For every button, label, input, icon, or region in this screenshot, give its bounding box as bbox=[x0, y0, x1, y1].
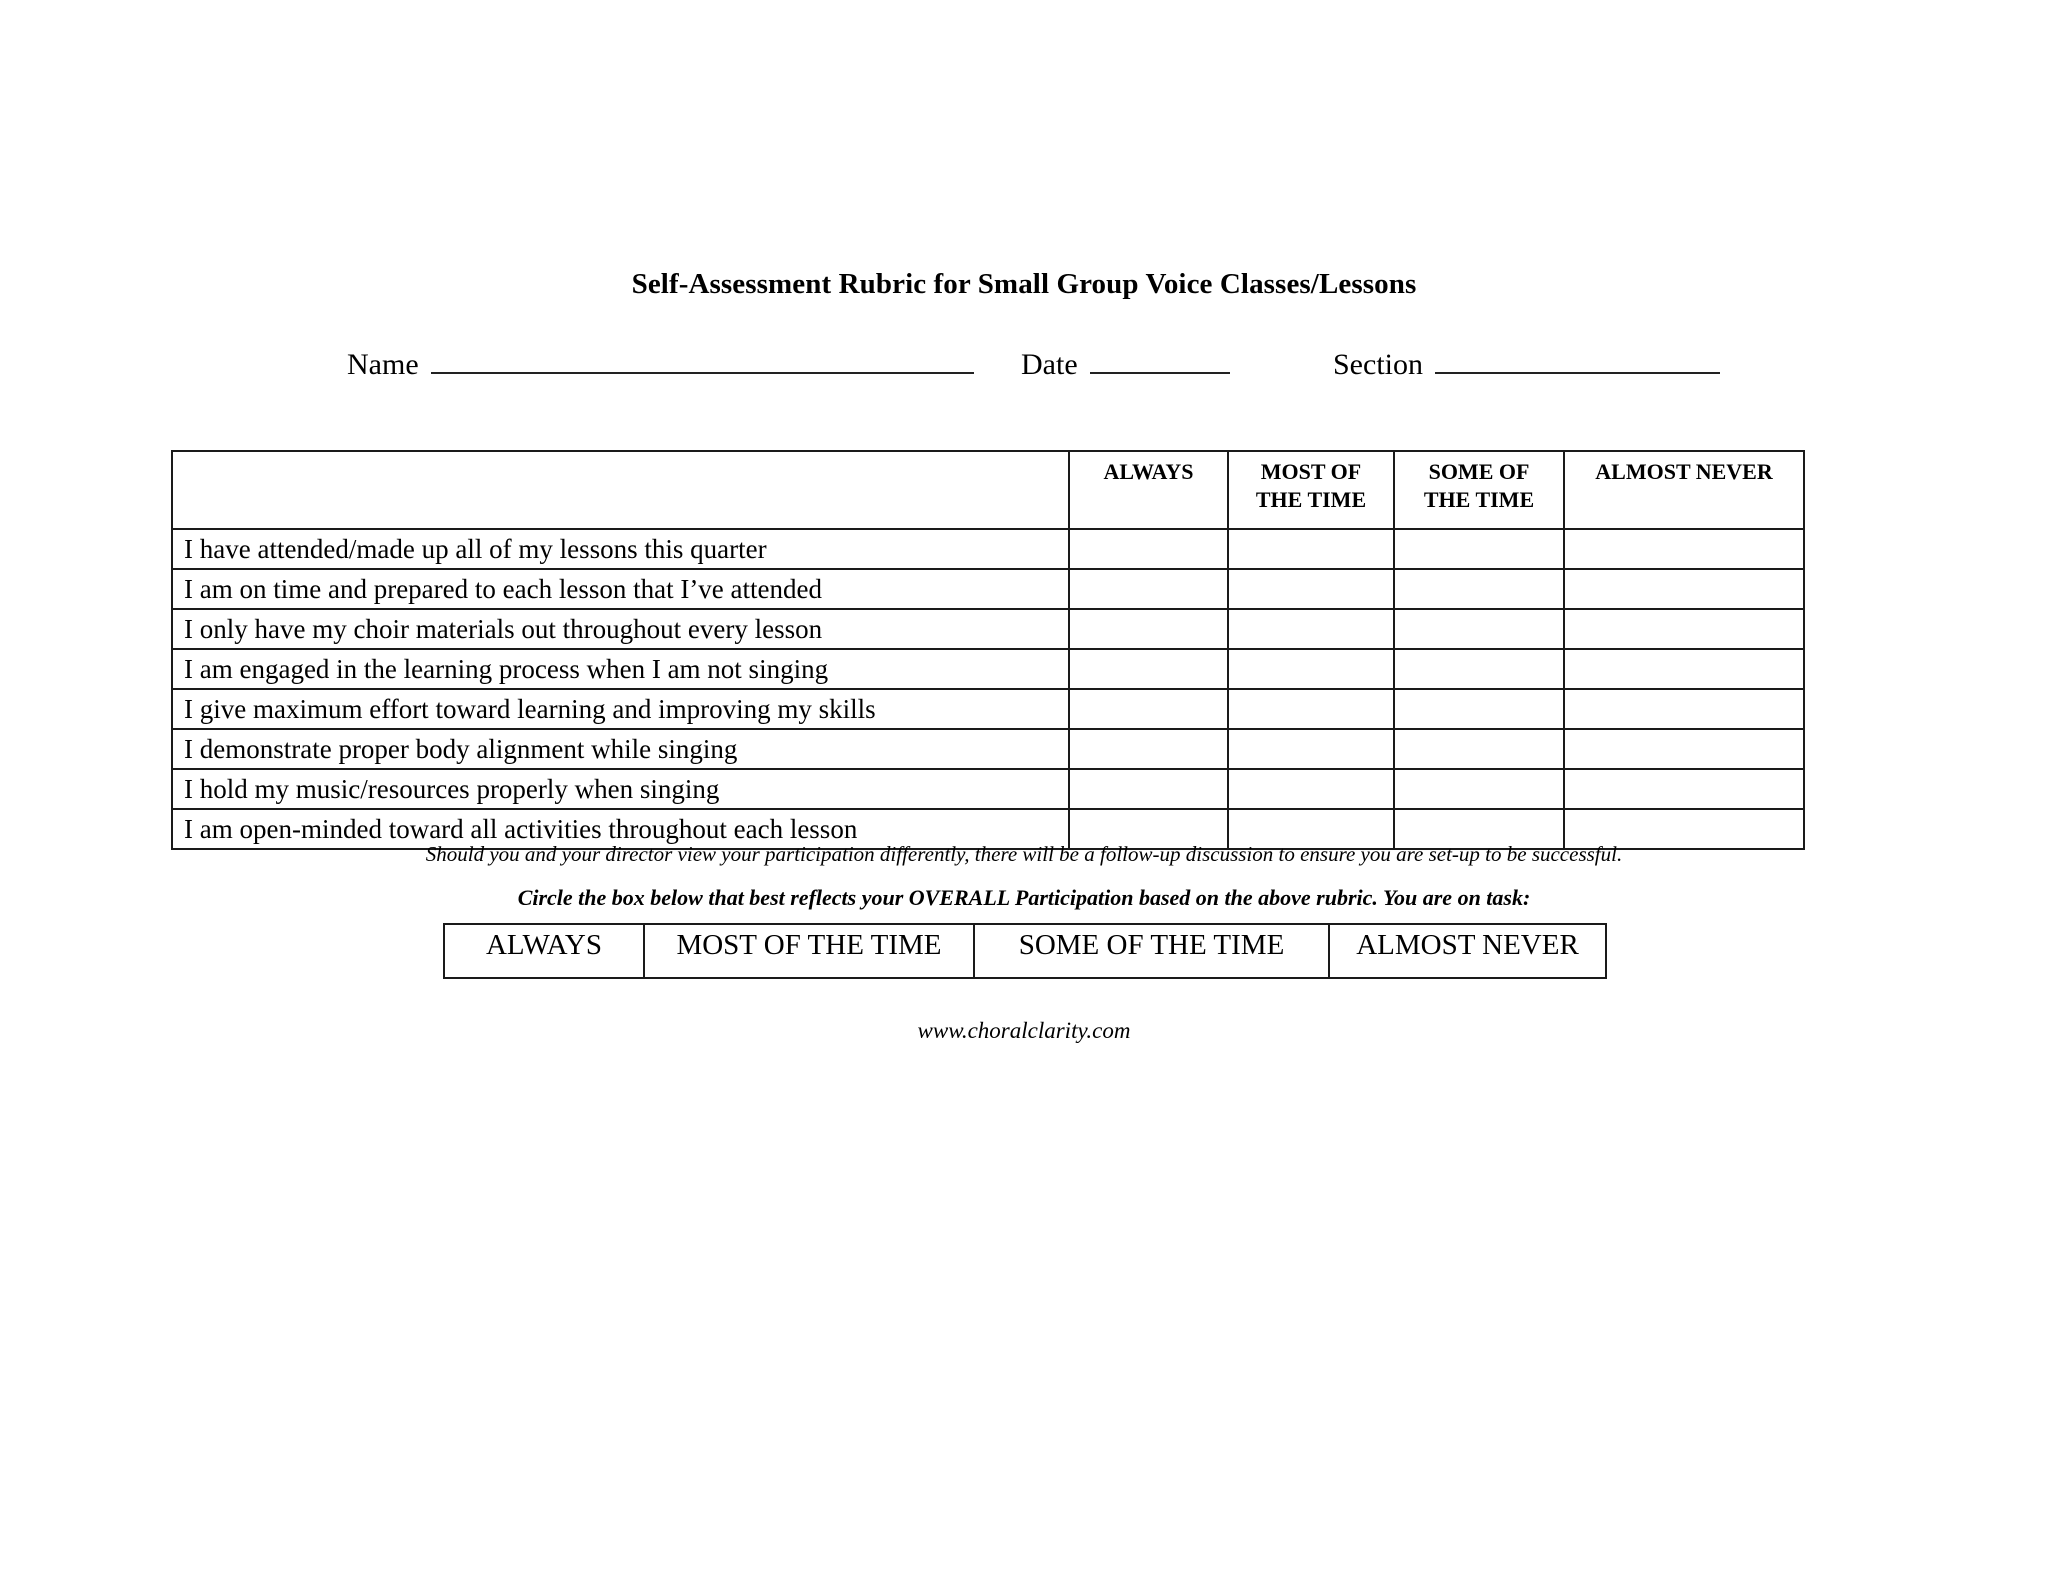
mark-cell-always[interactable] bbox=[1069, 529, 1228, 569]
column-header-always bbox=[1069, 451, 1228, 529]
mark-cell-some-of-the-time[interactable] bbox=[1394, 569, 1564, 609]
mark-cell-some-of-the-time[interactable] bbox=[1394, 529, 1564, 569]
mark-cell-always[interactable] bbox=[1069, 729, 1228, 769]
mark-cell-always[interactable] bbox=[1069, 689, 1228, 729]
mark-cell-most-of-the-time[interactable] bbox=[1228, 649, 1394, 689]
table-row bbox=[172, 689, 1804, 729]
mark-cell-almost-never[interactable] bbox=[1564, 649, 1804, 689]
mark-cell-some-of-the-time[interactable] bbox=[1394, 769, 1564, 809]
table-row bbox=[172, 609, 1804, 649]
mark-cell-most-of-the-time[interactable] bbox=[1228, 729, 1394, 769]
overall-instruction: Circle the box below that best reflects your OVERALL Participation based on the above rubric. You are on task: bbox=[517, 885, 1531, 910]
column-header-most-of-the-time bbox=[1228, 451, 1394, 529]
identity-row bbox=[171, 348, 1803, 394]
table-row bbox=[172, 649, 1804, 689]
date-label: Date bbox=[1021, 348, 1078, 381]
mark-cell-most-of-the-time[interactable] bbox=[1228, 769, 1394, 809]
table-row bbox=[172, 769, 1804, 809]
mark-cell-always[interactable] bbox=[1069, 569, 1228, 609]
mark-cell-always[interactable] bbox=[1069, 649, 1228, 689]
mark-cell-almost-never[interactable] bbox=[1564, 769, 1804, 809]
mark-cell-almost-never[interactable] bbox=[1564, 689, 1804, 729]
mark-cell-some-of-the-time[interactable] bbox=[1394, 729, 1564, 769]
column-header-almost-never bbox=[1564, 451, 1804, 529]
rubric-table-body bbox=[172, 529, 1804, 849]
mark-cell-some-of-the-time[interactable] bbox=[1394, 689, 1564, 729]
column-header-always-line-1: ALWAYS bbox=[1103, 459, 1194, 484]
statement-cell: I have attended/made up all of my lessons this quarter bbox=[172, 529, 1069, 569]
rubric-table-header bbox=[172, 451, 1804, 529]
column-header-some-line-1: SOME OF bbox=[1428, 459, 1530, 484]
section-input[interactable] bbox=[1435, 348, 1720, 374]
overall-option-some-of-the-time[interactable]: SOME OF THE TIME bbox=[974, 924, 1329, 978]
name-field-group bbox=[347, 348, 974, 382]
overall-option-almost-never[interactable]: ALMOST NEVER bbox=[1329, 924, 1606, 978]
overall-option-most-of-the-time[interactable]: MOST OF THE TIME bbox=[644, 924, 974, 978]
overall-options-row bbox=[444, 924, 1606, 978]
statement-cell: I am on time and prepared to each lesson that I’ve attended bbox=[172, 569, 1069, 609]
overall-option-always[interactable]: ALWAYS bbox=[444, 924, 644, 978]
statement-cell: I demonstrate proper body alignment while singing bbox=[172, 729, 1069, 769]
section-field-group bbox=[1333, 348, 1720, 382]
name-label: Name bbox=[347, 348, 419, 381]
section-label: Section bbox=[1333, 348, 1423, 381]
mark-cell-most-of-the-time[interactable] bbox=[1228, 569, 1394, 609]
header-row bbox=[172, 451, 1804, 529]
statement-cell: I give maximum effort toward learning and improving my skills bbox=[172, 689, 1069, 729]
mark-cell-some-of-the-time[interactable] bbox=[1394, 649, 1564, 689]
mark-cell-always[interactable] bbox=[1069, 609, 1228, 649]
mark-cell-some-of-the-time[interactable] bbox=[1394, 609, 1564, 649]
mark-cell-almost-never[interactable] bbox=[1564, 729, 1804, 769]
statement-cell: I am open-minded toward all activities throughout each lesson bbox=[172, 809, 1069, 849]
column-header-some-of-the-time bbox=[1394, 451, 1564, 529]
mark-cell-most-of-the-time[interactable] bbox=[1228, 689, 1394, 729]
table-row bbox=[172, 569, 1804, 609]
table-row bbox=[172, 529, 1804, 569]
statement-cell: I only have my choir materials out throughout every lesson bbox=[172, 609, 1069, 649]
page-title: Self-Assessment Rubric for Small Group Voice Classes/Lessons bbox=[631, 268, 1417, 300]
column-header-some-line-2: THE TIME bbox=[1423, 486, 1535, 512]
statement-cell: I hold my music/resources properly when singing bbox=[172, 769, 1069, 809]
mark-cell-most-of-the-time[interactable] bbox=[1228, 609, 1394, 649]
mark-cell-almost-never[interactable] bbox=[1564, 529, 1804, 569]
date-field-group bbox=[1021, 348, 1230, 382]
footer-website-url: www.choralclarity.com bbox=[917, 1018, 1131, 1043]
statement-cell: I am engaged in the learning process when I am not singing bbox=[172, 649, 1069, 689]
column-header-most-line-2: THE TIME bbox=[1255, 486, 1367, 512]
rubric-table bbox=[171, 450, 1805, 850]
statement-column-header bbox=[172, 451, 1069, 529]
column-header-almost-never-line-1: ALMOST NEVER bbox=[1595, 459, 1773, 484]
table-row bbox=[172, 729, 1804, 769]
mark-cell-almost-never[interactable] bbox=[1564, 569, 1804, 609]
date-input[interactable] bbox=[1090, 348, 1230, 374]
name-input[interactable] bbox=[431, 348, 974, 374]
mark-cell-almost-never[interactable] bbox=[1564, 609, 1804, 649]
mark-cell-most-of-the-time[interactable] bbox=[1228, 529, 1394, 569]
follow-up-note: Should you and your director view your participation differently, there will be a follow-up discussion to ensure you are set-up to be successful. bbox=[425, 842, 1623, 866]
mark-cell-always[interactable] bbox=[1069, 769, 1228, 809]
column-header-most-line-1: MOST OF bbox=[1260, 459, 1362, 484]
overall-participation-table bbox=[443, 923, 1607, 979]
